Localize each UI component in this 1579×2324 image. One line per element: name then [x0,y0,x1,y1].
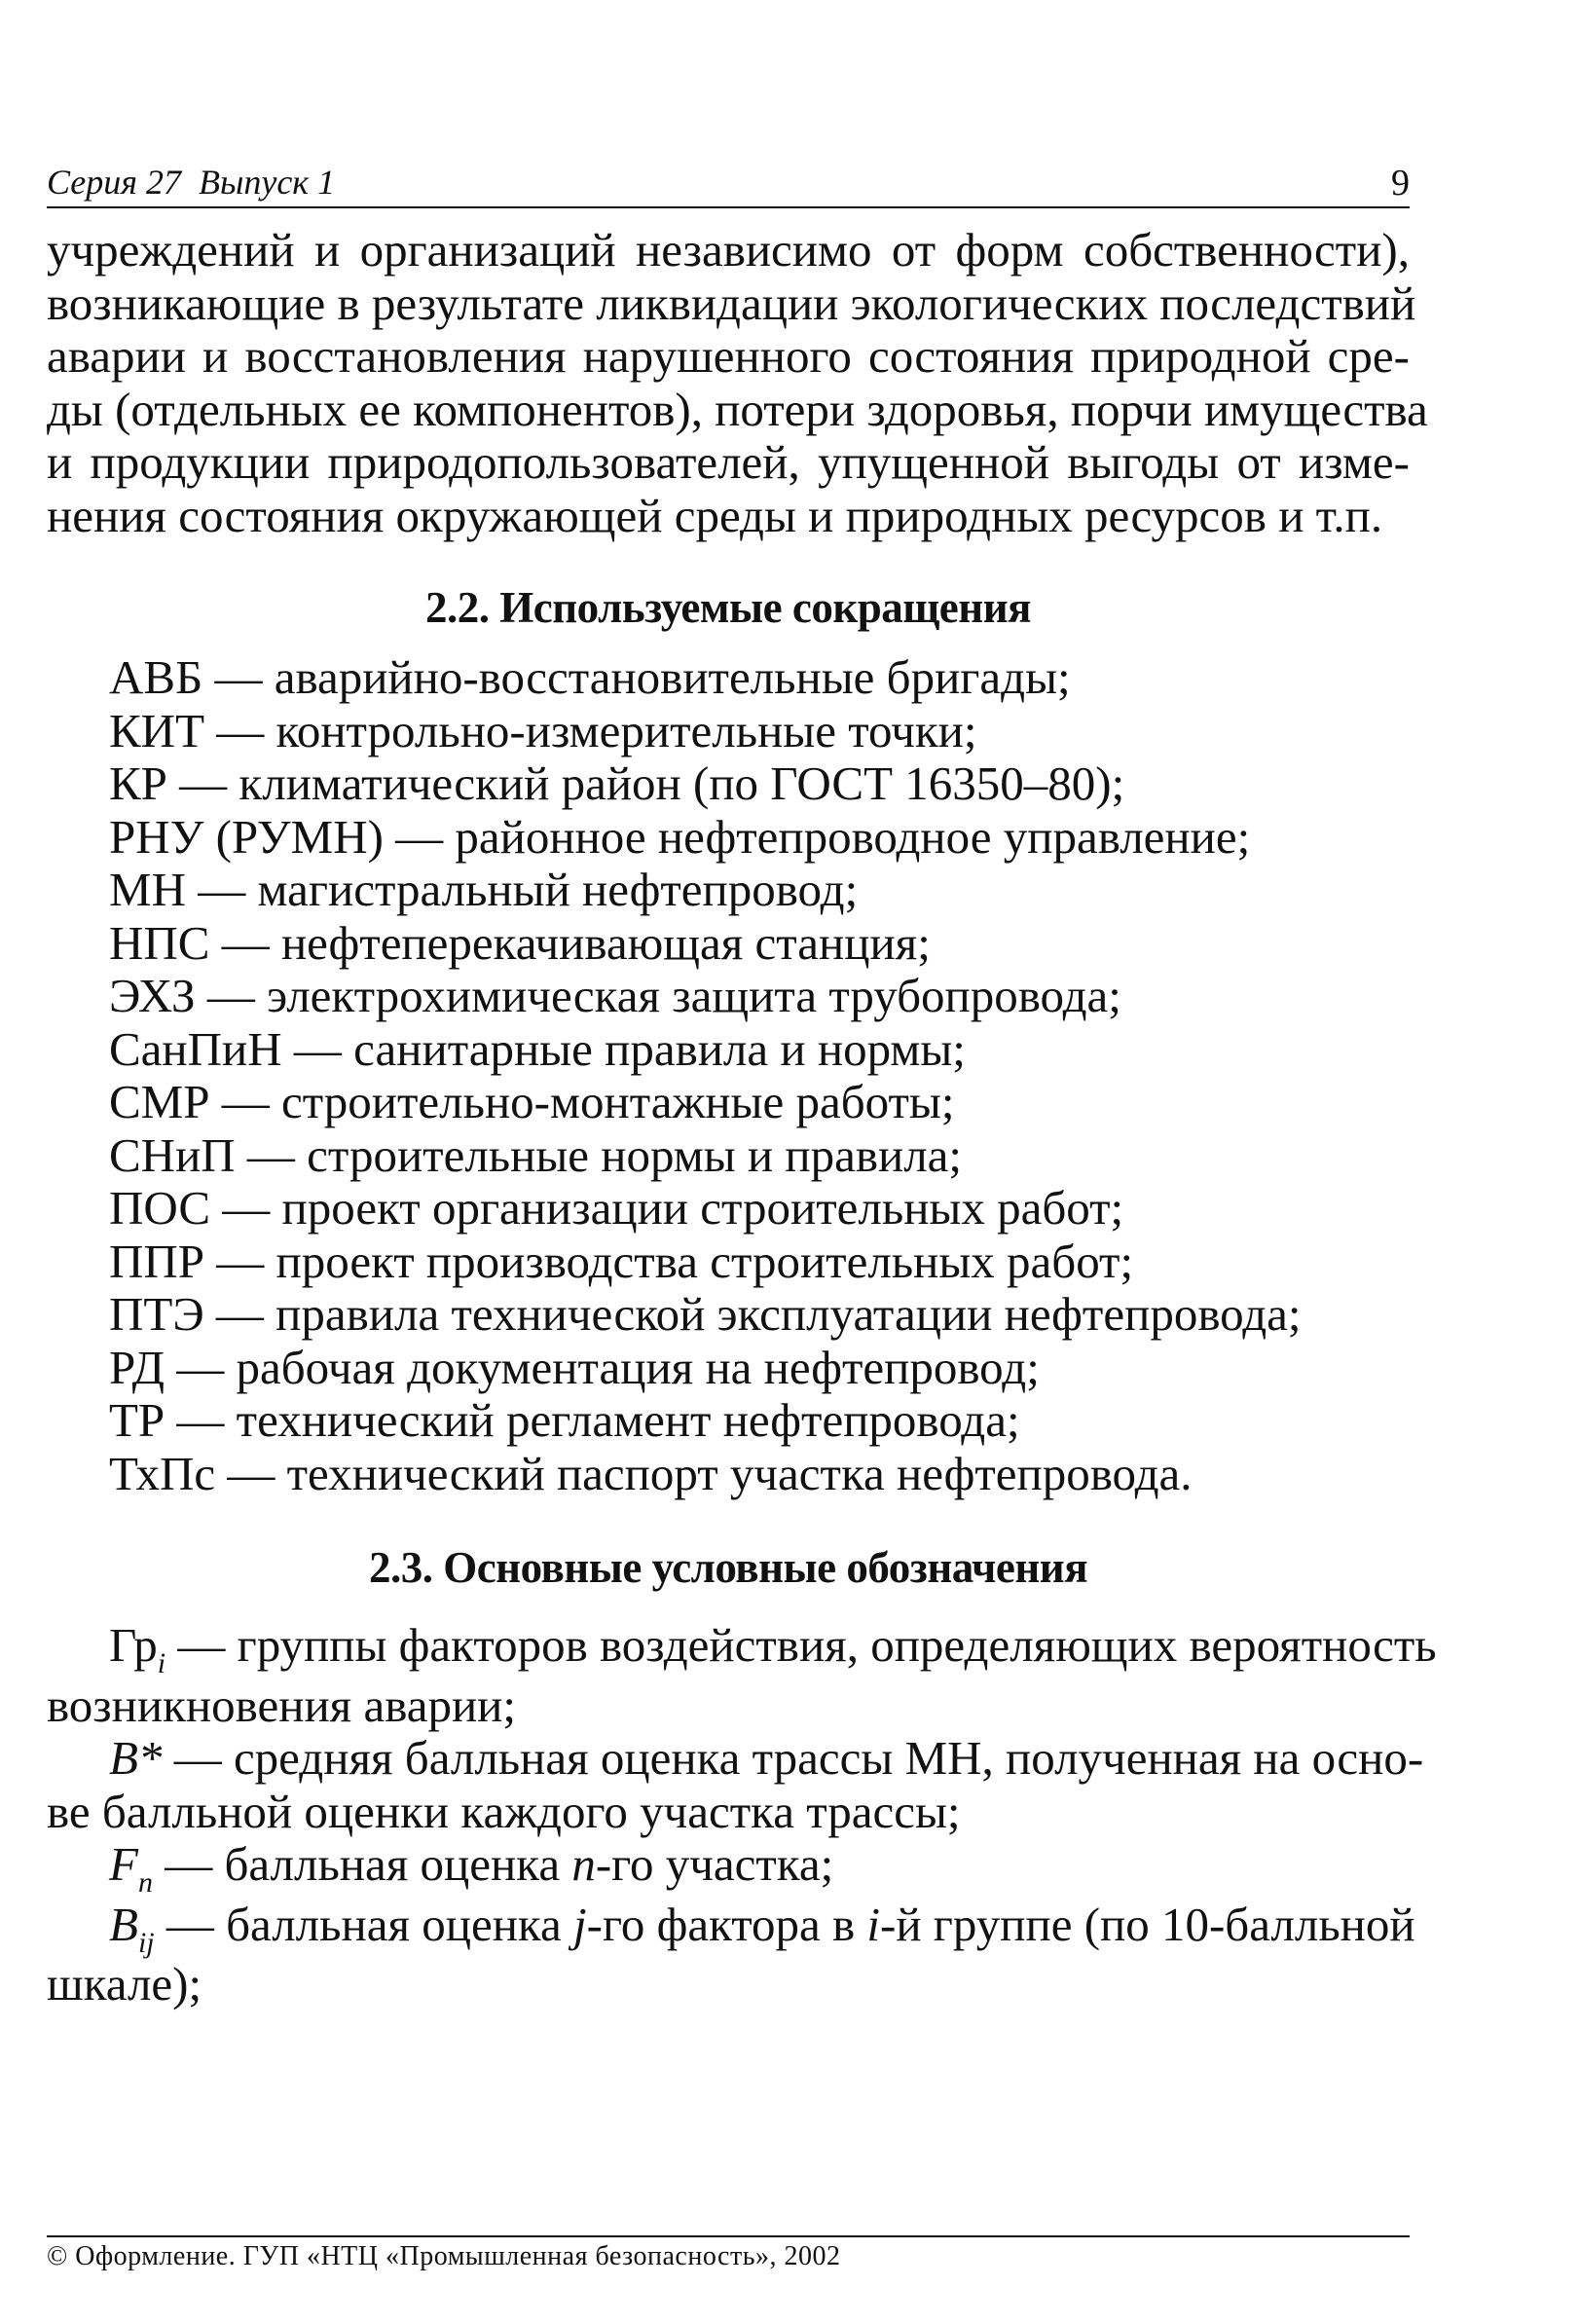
notation-text: -й группе (по 10-балльной [880,1897,1415,1951]
notation-text: -го фактора в [586,1897,867,1951]
notation-text: — средняя балльная оценка трассы МН, полученная на осно- [162,1731,1424,1785]
notation-symbol: Гр [109,1618,158,1672]
abbreviation-item: МН — магистральный нефтепровод; [109,863,859,916]
abbreviation-item: НПС — нефтеперекачивающая станция; [109,915,931,970]
notation-text: — балльная оценка [154,1897,573,1951]
abbreviation-item: РНУ (РУМН) — районное нефтепроводное управление; [109,809,1251,864]
intro-line: возникающие в результате ликвидации экологических последствий [47,276,1416,330]
notation-variable: n [571,1837,596,1891]
notation-line: шкале); [47,1957,202,2010]
notation-subscript: i [157,1647,166,1679]
notation-symbol: F [109,1837,138,1891]
abbreviation-item: ЭХЗ — электрохимическая защита трубопровода; [109,969,1121,1022]
intro-line: аварии и восстановления нарушенного состояния природной сре- [47,329,1410,383]
notation-line [47,1838,1410,1899]
section-heading-notations: 2.3. Основные условные обозначения [368,1543,1088,1592]
abbreviation-item: СМР — строительно-монтажные работы; [109,1075,955,1128]
notation-text: -го участка; [595,1837,834,1891]
abbreviation-item: КИТ — контрольно-измерительные точки; [109,703,977,757]
notation-line: возникновения аварии; [47,1678,517,1732]
intro-line: ды (отдельных ее компонентов), потери здоровья, порчи имущества [47,382,1428,436]
notation-symbol: B* [109,1731,163,1785]
notation-variable: j [573,1897,587,1951]
notation-symbol: B [109,1897,138,1951]
abbreviation-item: ПОС — проект организации строительных работ; [109,1181,1124,1235]
abbreviation-item: ТхПс — технический паспорт участка нефтепровода. [109,1446,1193,1500]
copyright-notice: © Оформление. ГУП «НТЦ «Промышленная безопасность», 2002 [47,2241,841,2271]
notation-line: ве балльной оценки каждого участка трассы; [47,1784,961,1838]
notation-text: — группы факторов воздействия, определяющих вероятность [165,1618,1437,1672]
notation-text: — балльная оценка [152,1837,572,1891]
abbreviation-item: ПТЭ — правила технической эксплуатации нефтепровода; [109,1287,1302,1341]
intro-line: нения состояния окружающей среды и природных ресурсов и т.п. [47,488,1383,542]
abbreviation-item: СанПиН — санитарные правила и нормы; [109,1021,966,1076]
notation-gr [47,1618,1437,1732]
notation-line [47,1897,1415,1959]
series-label: Серия 27 Выпуск 1 [47,163,336,202]
header-rule [47,206,1410,208]
abbreviation-item: СНиП — строительные нормы и правила; [109,1127,963,1182]
intro-paragraph [47,223,1428,542]
intro-line: и продукции природопользователей, упущенной выгоды от изме- [47,435,1410,489]
intro-line: учреждений и организаций независимо от форм собственности), [47,223,1410,277]
notation-variable: i [866,1897,881,1951]
abbreviation-item: ППР — проект производства строительных работ; [109,1234,1134,1288]
notation-line [47,1731,1424,1786]
footer-rule [47,2235,1410,2237]
running-header [47,154,1410,203]
abbreviations-list [47,651,1410,1500]
abbreviation-item: КР — климатический район (по ГОСТ 16350–80); [109,756,1125,810]
section-heading-abbreviations: 2.2. Используемые сокращения [425,583,1031,632]
abbreviation-item: ТР — технический регламент нефтепровода; [109,1393,1020,1447]
abbreviation-item: РД — рабочая документация на нефтепровод; [109,1340,1040,1394]
abbreviation-item: АВБ — аварийно-восстановительные бригады; [109,650,1071,704]
page-content [47,223,1437,2011]
notation-fn [47,1838,1410,1899]
notation-subscript: ij [137,1926,155,1959]
page-number: 9 [1391,163,1410,203]
notation-bij [47,1897,1415,2011]
notation-line [47,1618,1437,1679]
notation-subscript: n [137,1866,153,1899]
notation-b-star [47,1731,1424,1838]
